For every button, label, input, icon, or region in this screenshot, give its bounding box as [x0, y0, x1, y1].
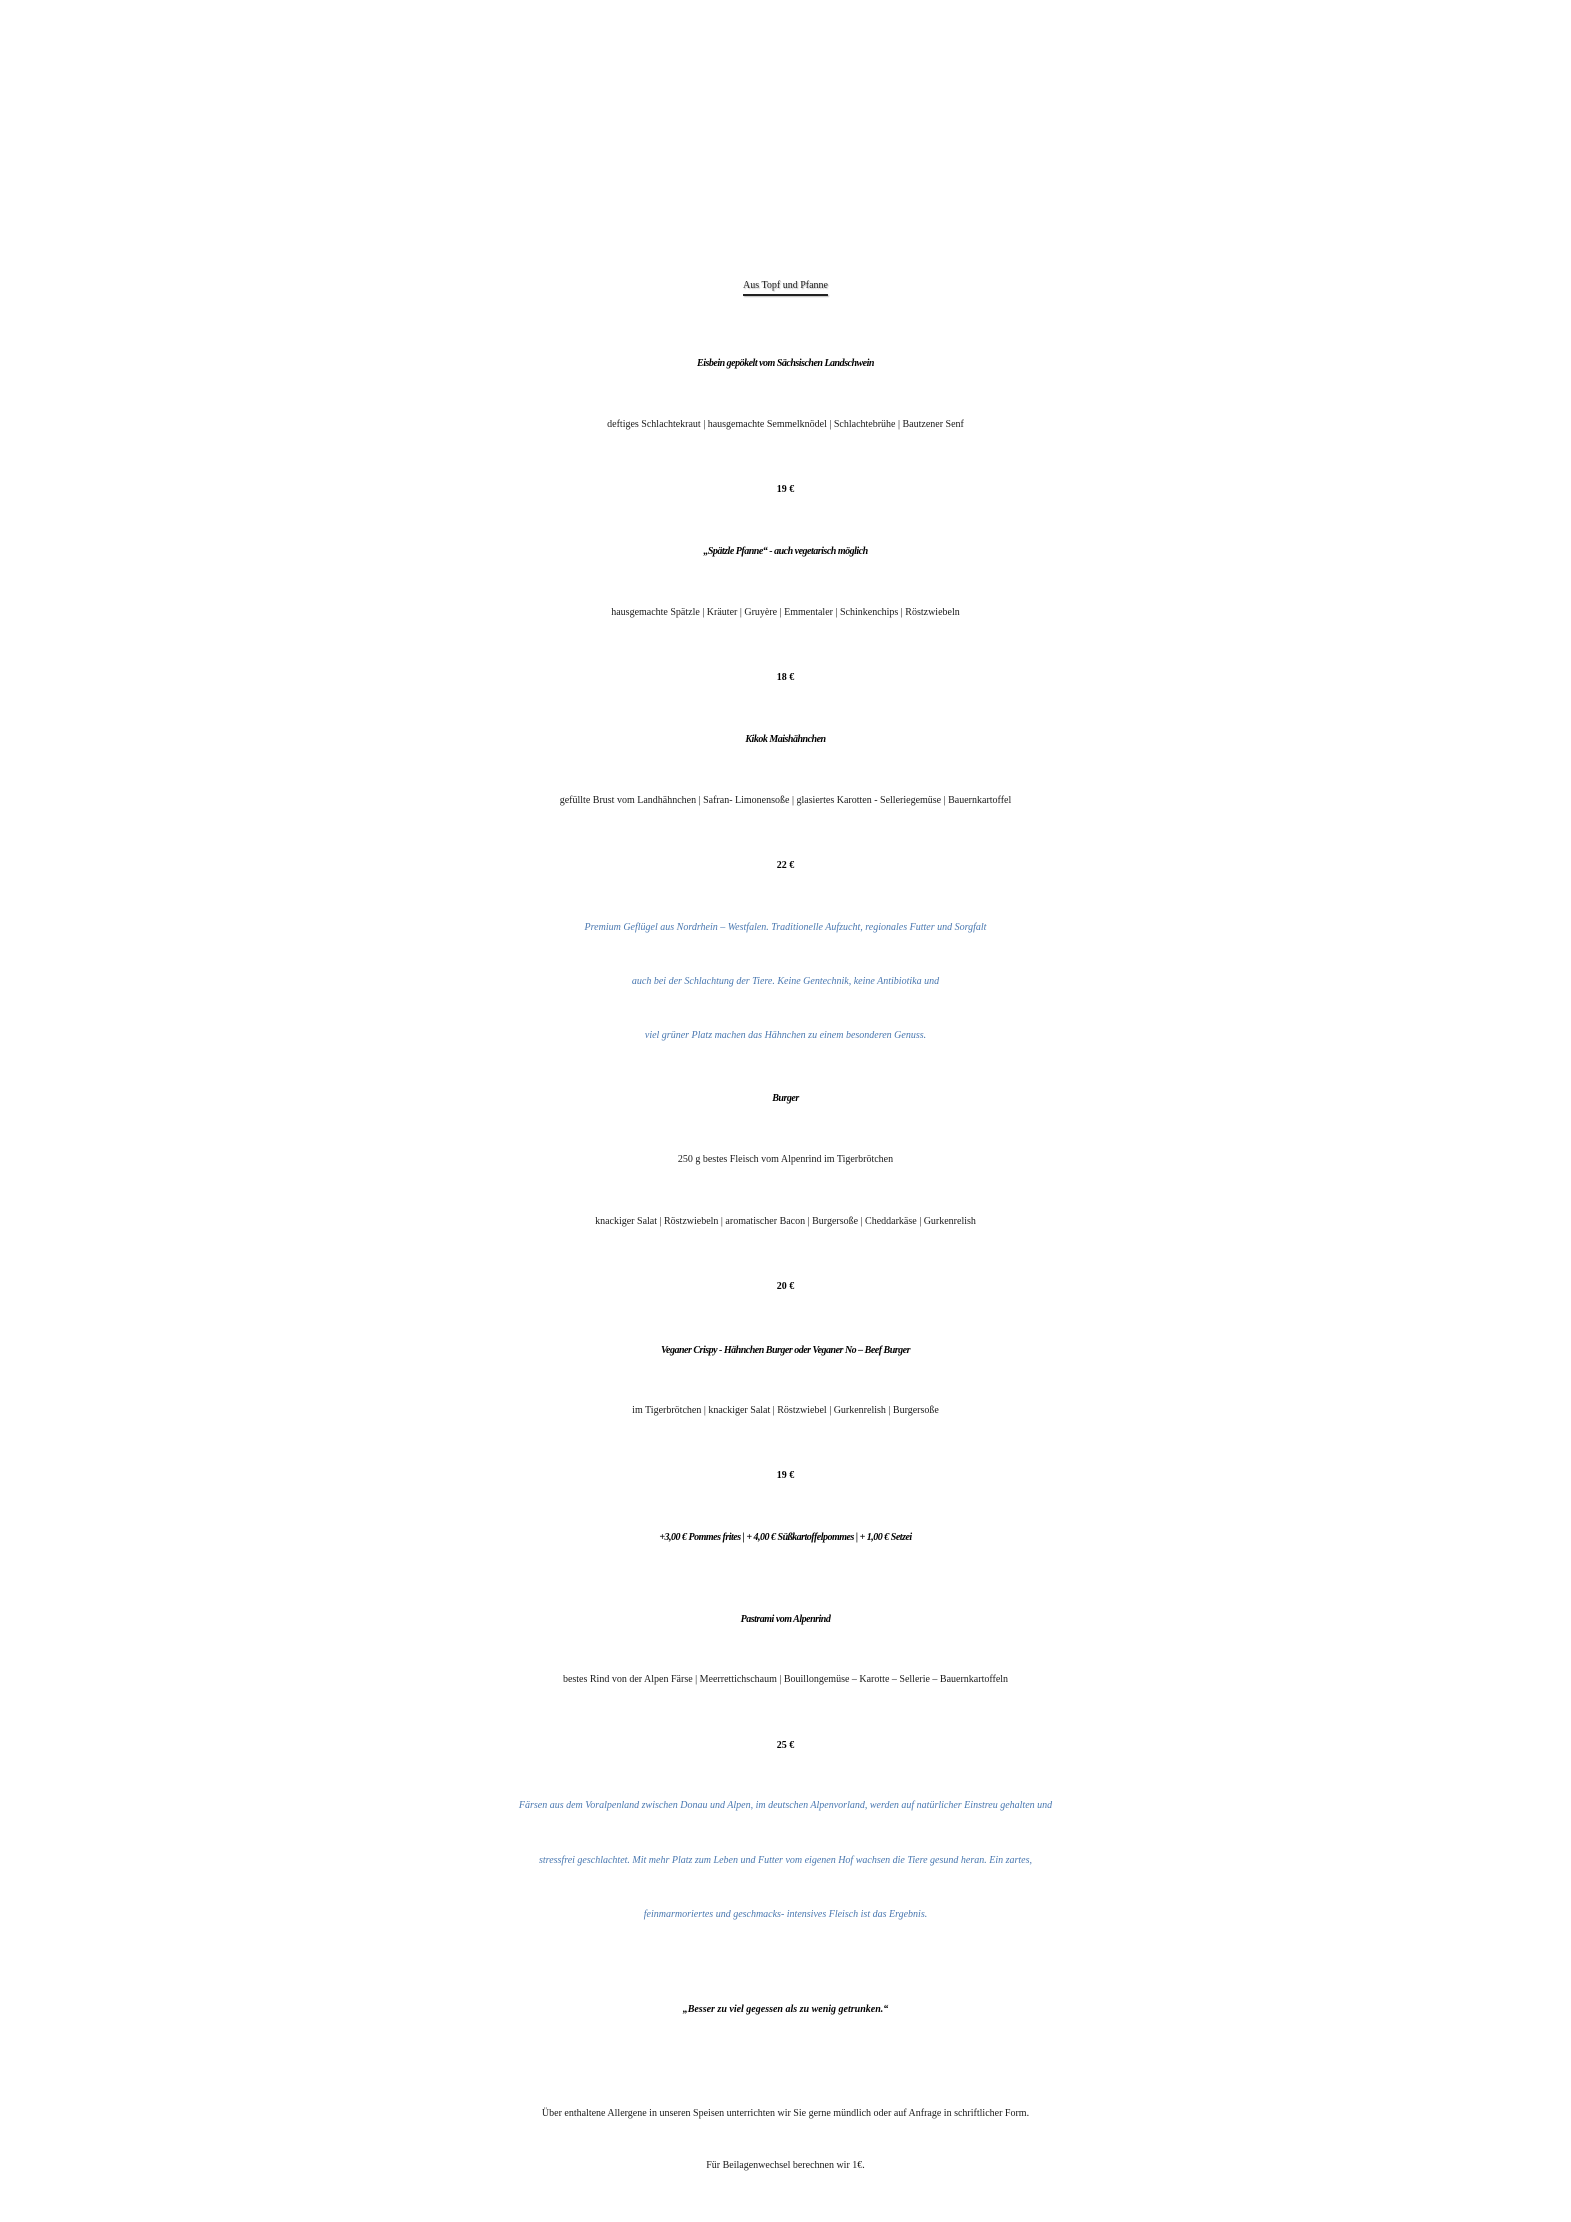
allergen-notice: Über enthaltene Allergene in unseren Speisen unterrichten wir Sie gerne mündlich oder auf Anfrage in schriftlicher Form. [541, 2108, 1030, 2119]
dish-description-eisbein: deftiges Schlachtekraut | hausgemachte Semmelknödel | Schlachtebrühe | Bautzener Senf [607, 419, 964, 430]
closing-quote: „Besser zu viel gegessen als zu wenig getrunken.“ [682, 2004, 889, 2015]
dish-name-pastrami: Pastrami vom Alpenrind [740, 1614, 831, 1625]
dish-description-burger: 250 g bestes Fleisch vom Alpenrind im Tigerbrötchen [677, 1154, 894, 1165]
dish-price-burger: 20 € [776, 1281, 795, 1292]
section-title: Aus Topf und Pfanne [743, 280, 828, 291]
dish-name-spaetzle: „Spätzle Pfanne“ - auch vegetarisch möglich [703, 546, 868, 557]
dish-description-spaetzle: hausgemachte Spätzle | Kräuter | Gruyère | Emmentaler | Schinkenchips | Röstzwiebeln [611, 607, 960, 618]
dish-name-kikok: Kikok Maishähnchen [745, 734, 826, 745]
dish-note-line: feinmarmoriertes und geschmacks- intensives Fleisch ist das Ergebnis. [643, 1909, 928, 1920]
dish-note-line: auch bei der Schlachtung der Tiere. Keine Gentechnik, keine Antibiotika und [631, 976, 940, 987]
dish-price-kikok: 22 € [776, 860, 795, 871]
dish-name-burger: Burger [772, 1093, 799, 1104]
dish-price-pastrami: 25 € [776, 1740, 795, 1751]
dish-note-line: Färsen aus dem Voralpenland zwischen Donau und Alpen, im deutschen Alpenvorland, werden auf natürlicher Einstreu gehalten und [518, 1800, 1053, 1811]
dish-name-eisbein: Eisbein gepökelt vom Sächsischen Landschwein [697, 358, 874, 369]
side-extras: +3,00 € Pommes frites | + 4,00 € Süßkartoffelpommes | + 1,00 € Setzei [659, 1532, 912, 1543]
dish-price-vegan-burger: 19 € [776, 1470, 795, 1481]
dish-note-line: Premium Geflügel aus Nordrhein – Westfalen. Traditionelle Aufzucht, regionales Futter und Sorgfalt [584, 922, 987, 933]
dish-note-line: stressfrei geschlachtet. Mit mehr Platz zum Leben und Futter vom eigenen Hof wachsen die Tiere gesund heran. Ein zartes, [539, 1855, 1032, 1866]
dish-description-vegan-burger: im Tigerbrötchen | knackiger Salat | Röstzwiebel | Gurkenrelish | Burgersoße [632, 1405, 939, 1416]
dish-name-vegan-burger: Veganer Crispy - Hähnchen Burger oder Veganer No – Beef Burger [660, 1345, 911, 1356]
side-dish-notice: Für Beilagenwechsel berechnen wir 1€. [706, 2160, 865, 2171]
dish-price-eisbein: 19 € [776, 484, 795, 495]
dish-note-line: viel grüner Platz machen das Hähnchen zu einem besonderen Genuss. [644, 1030, 927, 1041]
dish-description-burger-toppings: knackiger Salat | Röstzwiebeln | aromatischer Bacon | Burgersoße | Cheddarkäse | Gurkenrelish [595, 1216, 976, 1227]
dish-description-kikok: gefüllte Brust vom Landhähnchen | Safran- Limonensoße | glasiertes Karotten - Selleriegemüse | Bauernkartoffel [559, 795, 1012, 806]
dish-price-spaetzle: 18 € [776, 672, 795, 683]
dish-description-pastrami: bestes Rind von der Alpen Färse | Meerrettichschaum | Bouillongemüse – Karotte – Sellerie – Bauernkartoffeln [562, 1674, 1009, 1685]
